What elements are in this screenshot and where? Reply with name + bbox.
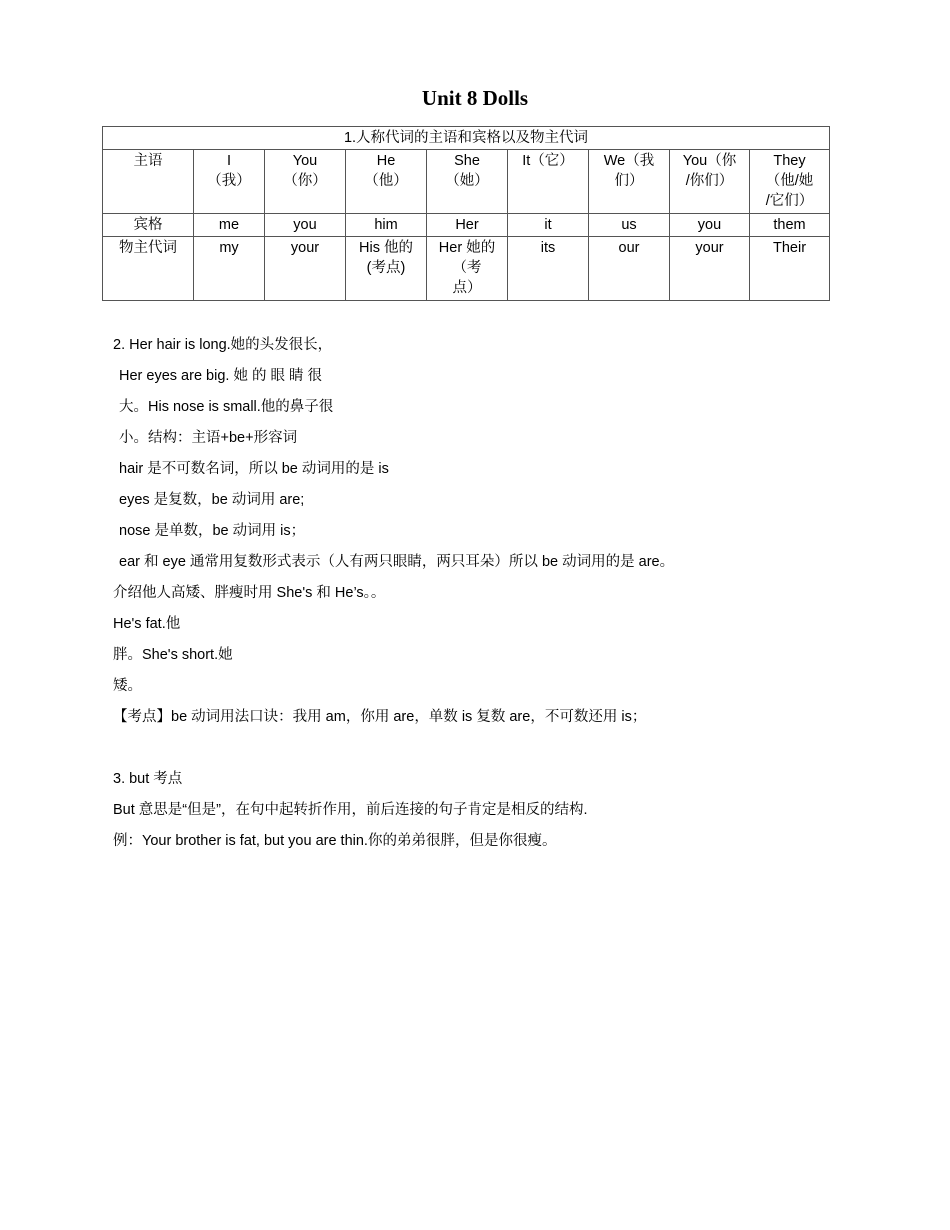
text-line: 胖。She's short.她 — [113, 647, 233, 663]
table-cell: them — [750, 214, 830, 237]
table-cell: Her 她的 （考 点） — [427, 237, 508, 301]
text-line: 【考点】be 动词用法口诀：我用 am，你用 are，单数 is 复数 are，不可数还用 is； — [113, 709, 647, 725]
table-row-subject — [103, 150, 830, 214]
table-cell: Their — [750, 237, 830, 301]
table-cell: you — [265, 214, 346, 237]
table-cell: my — [194, 237, 265, 301]
table-row-object — [103, 214, 830, 237]
table-cell: It（它） — [508, 150, 589, 214]
row-label: 宾格 — [103, 214, 194, 237]
text-line: 小。结构：主语+be+形容词 — [119, 430, 298, 446]
page-title: Unit 8 Dolls — [421, 86, 529, 110]
table-caption: 1.人称代词的主语和宾格以及物主代词 — [103, 127, 830, 150]
table-cell: You（你 /你们） — [670, 150, 750, 214]
table-cell: They （他/她 /它们） — [750, 150, 830, 214]
text-line: 例：Your brother is fat, but you are thin.你的弟弟很胖，但是你很瘦。 — [113, 833, 557, 849]
table-cell: He （他） — [346, 150, 427, 214]
spacer — [113, 733, 833, 764]
table-cell: You （你） — [265, 150, 346, 214]
table-cell: She （她） — [427, 150, 508, 214]
table-cell: him — [346, 214, 427, 237]
table-cell: us — [589, 214, 670, 237]
text-line: 大。His nose is small.他的鼻子很 — [119, 399, 334, 415]
table-cell: We（我 们） — [589, 150, 670, 214]
text-line: He's fat.他 — [113, 616, 181, 632]
section-heading: 3. but 考点 — [113, 771, 183, 787]
text-line: But 意思是“但是”，在句中起转折作用，前后连接的句子肯定是相反的结构. — [113, 802, 588, 818]
text-line: hair 是不可数名词，所以 be 动词用的是 is — [119, 461, 389, 477]
table-cell: Her — [427, 214, 508, 237]
table-cell: your — [265, 237, 346, 301]
table-row-possessive — [103, 237, 830, 301]
text-line: eyes 是复数，be 动词用 are; — [119, 492, 305, 508]
table-cell: I （我） — [194, 150, 265, 214]
text-line: nose 是单数，be 动词用 is； — [119, 523, 306, 539]
table-cell: me — [194, 214, 265, 237]
table-cell: our — [589, 237, 670, 301]
table-cell: its — [508, 237, 589, 301]
body-text — [113, 330, 833, 857]
row-label: 物主代词 — [103, 237, 194, 301]
text-line: Her eyes are big. 她 的 眼 睛 很 — [119, 368, 323, 384]
text-line: ear 和 eye 通常用复数形式表示（人有两只眼睛，两只耳朵）所以 be 动词用的是 are。 — [119, 554, 675, 570]
text-line: 2. Her hair is long.她的头发很长， — [113, 337, 333, 353]
text-line: 矮。 — [113, 678, 142, 694]
pronoun-table — [102, 126, 830, 301]
table-cell: your — [670, 237, 750, 301]
table-cell: it — [508, 214, 589, 237]
text-line: 介绍他人高矮、胖瘦时用 She's 和 He’s。。 — [113, 585, 386, 601]
table-cell: you — [670, 214, 750, 237]
table-cell: His 他的 (考点) — [346, 237, 427, 301]
row-label: 主语 — [103, 150, 194, 214]
